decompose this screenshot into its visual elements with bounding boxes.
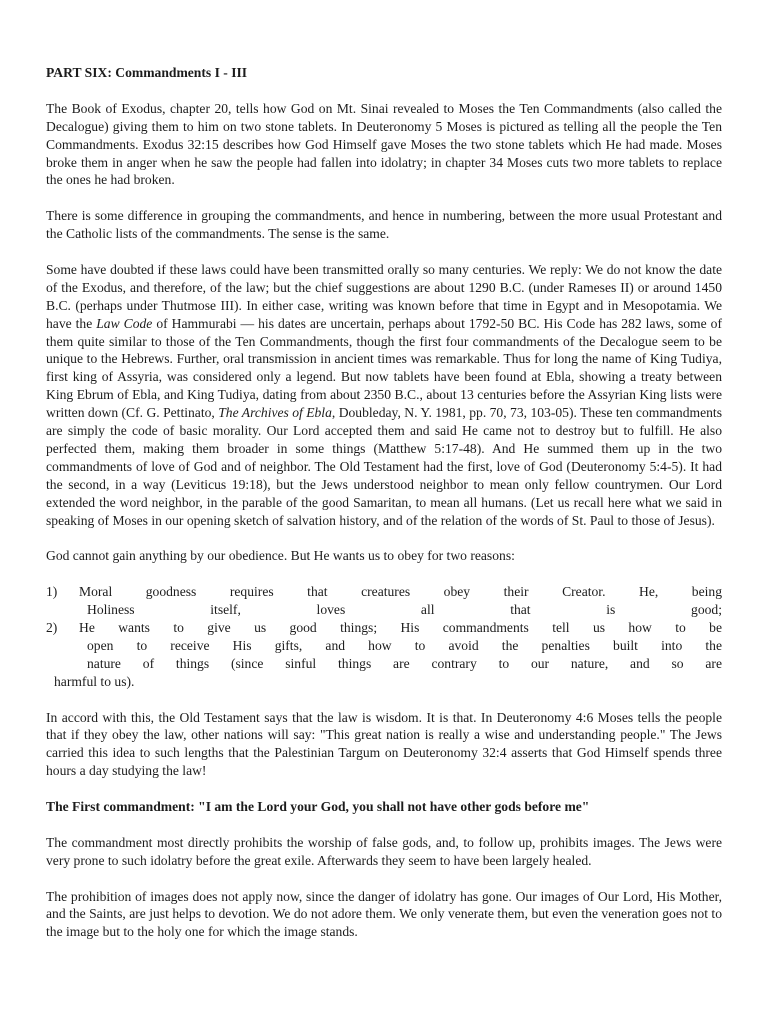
paragraph-transmission: Some have doubted if these laws could have been transmitted orally so many centuries. We reply: We do not know the date of the Exodus, and therefore, of the law; but the chief suggestions are about 1290 B.C. (under Rameses II) or around 1450 B.C. (perhaps under Thutmose III). In either case, writing was known before that time in Egypt and in Mesopotamia. We have the Law Code of Hammurabi — his dates are uncertain, perhaps about 1792-50 BC. His Code has 282 laws, some of them quite similar to those of the Ten Commandments, though the first four commandments of the Decalogue seem to be unique to the Hebrews. Further, oral transmission in ancient times was remarkable. Thus for long the name of King Tudiya, first king of Assyria, was considered only a legend. But now tablets have been found at Ebla, showing a treaty between King Ebrum of Ebla, and King Tudiya, dating from about 2350 B.C., about 13 centuries before the Assyrian King lists were written down (Cf. G. Pettinato, The Archives of Ebla, Doubleday, N. Y. 1981, pp. 70, 73, 103-05). These ten commandments are simply the code of basic morality. Our Lord accepted them and said He came not to destroy but to fulfill. He also perfected them, making them broader in some things (Matthew 5:17-48). And He summed them up in the two commandments of love of God and of neighbor. The Old Testament had the first, love of God (Deuteronomy 5:4-5). It had the second, in a way (Leviticus 19:18), but the Jews understood neighbor to mean only fellow countrymen. Our Lord extended the word neighbor, in the parable of the good Samaritan, to mean all humans. (Let us recall here what we said in speaking of Moses in our opening sketch of salvation history, and of the relation of the words of St. Paul to those of Jesus).	[46, 261, 722, 528]
paragraph-wisdom: In accord with this, the Old Testament says that the law is wisdom. It is that. In Deuteronomy 4:6 Moses tells the people that if they obey the law, other nations will say: "This great nation is really a wise and understanding people." The Jews carried this idea to such lengths that the Palestinian Targum on Deuteronomy 32:4 asserts that God Himself spends three hours a day studying the law!	[46, 709, 722, 779]
paragraph-false-gods: The commandment most directly prohibits the worship of false gods, and, to follow up, prohibits images. The Jews were very prone to such idolatry before the great exile. Afterwards they seem to have been largely healed.	[46, 834, 722, 868]
page-title: PART SIX: Commandments I - III	[46, 65, 248, 80]
paragraph-exodus: The Book of Exodus, chapter 20, tells how God on Mt. Sinai revealed to Moses the Ten Commandments (also called the Decalogue) giving them to him on two stone tablets. In Deuteronomy 5 Moses is pictured as telling all the people the Ten Commandments. Exodus 32:15 describes how God Himself gave Moses the two stone tablets which He had made. Moses broke them in anger when he saw the people had fallen into idolatry; in chapter 34 Moses cuts two more tablets to replace the ones he had broken.	[46, 100, 722, 188]
list-item: 2) He wants to give us good things; His commandments tell us how to be open to receive His gifts, and how to avoid the penalties built into the nature of things (since sinful things are contrary to our nature, and so are	[46, 620, 722, 671]
section-heading-first-commandment: The First commandment: "I am the Lord your God, you shall not have other gods before me"	[46, 799, 590, 815]
paragraph-obedience: God cannot gain anything by our obedience. But He wants us to obey for two reasons:	[46, 548, 515, 564]
paragraph-grouping: There is some difference in grouping the commandments, and hence in numbering, between the more usual Protestant and the Catholic lists of the commandments. The sense is the same.	[46, 208, 722, 242]
document-page	[46, 64, 722, 959]
paragraph-images: The prohibition of images does not apply now, since the danger of idolatry has gone. Our images of Our Lord, His Mother, and the Saints, are just helps to devotion. We do not adore them. We only venerate them, but even the veneration goes not to the image but to the holy one for which the image stands.	[46, 888, 722, 940]
list-item: 1) Moral goodness requires that creatures obey their Creator. He, being Holiness itself, loves all that is good;	[46, 584, 722, 618]
book-title: The Archives of Ebla	[218, 405, 332, 421]
reasons-list: 1) Moral goodness requires that creatures obey their Creator. He, being Holiness itself, loves all that is good; 2) He wants to give us good things; His commandments tell us how to be open to receive His gifts, and how to avoid the penalties built into the nature of things (since sinful things are contrary to our nature, and so are harmful to us).	[46, 584, 722, 689]
law-code-title: Law Code	[96, 315, 153, 331]
